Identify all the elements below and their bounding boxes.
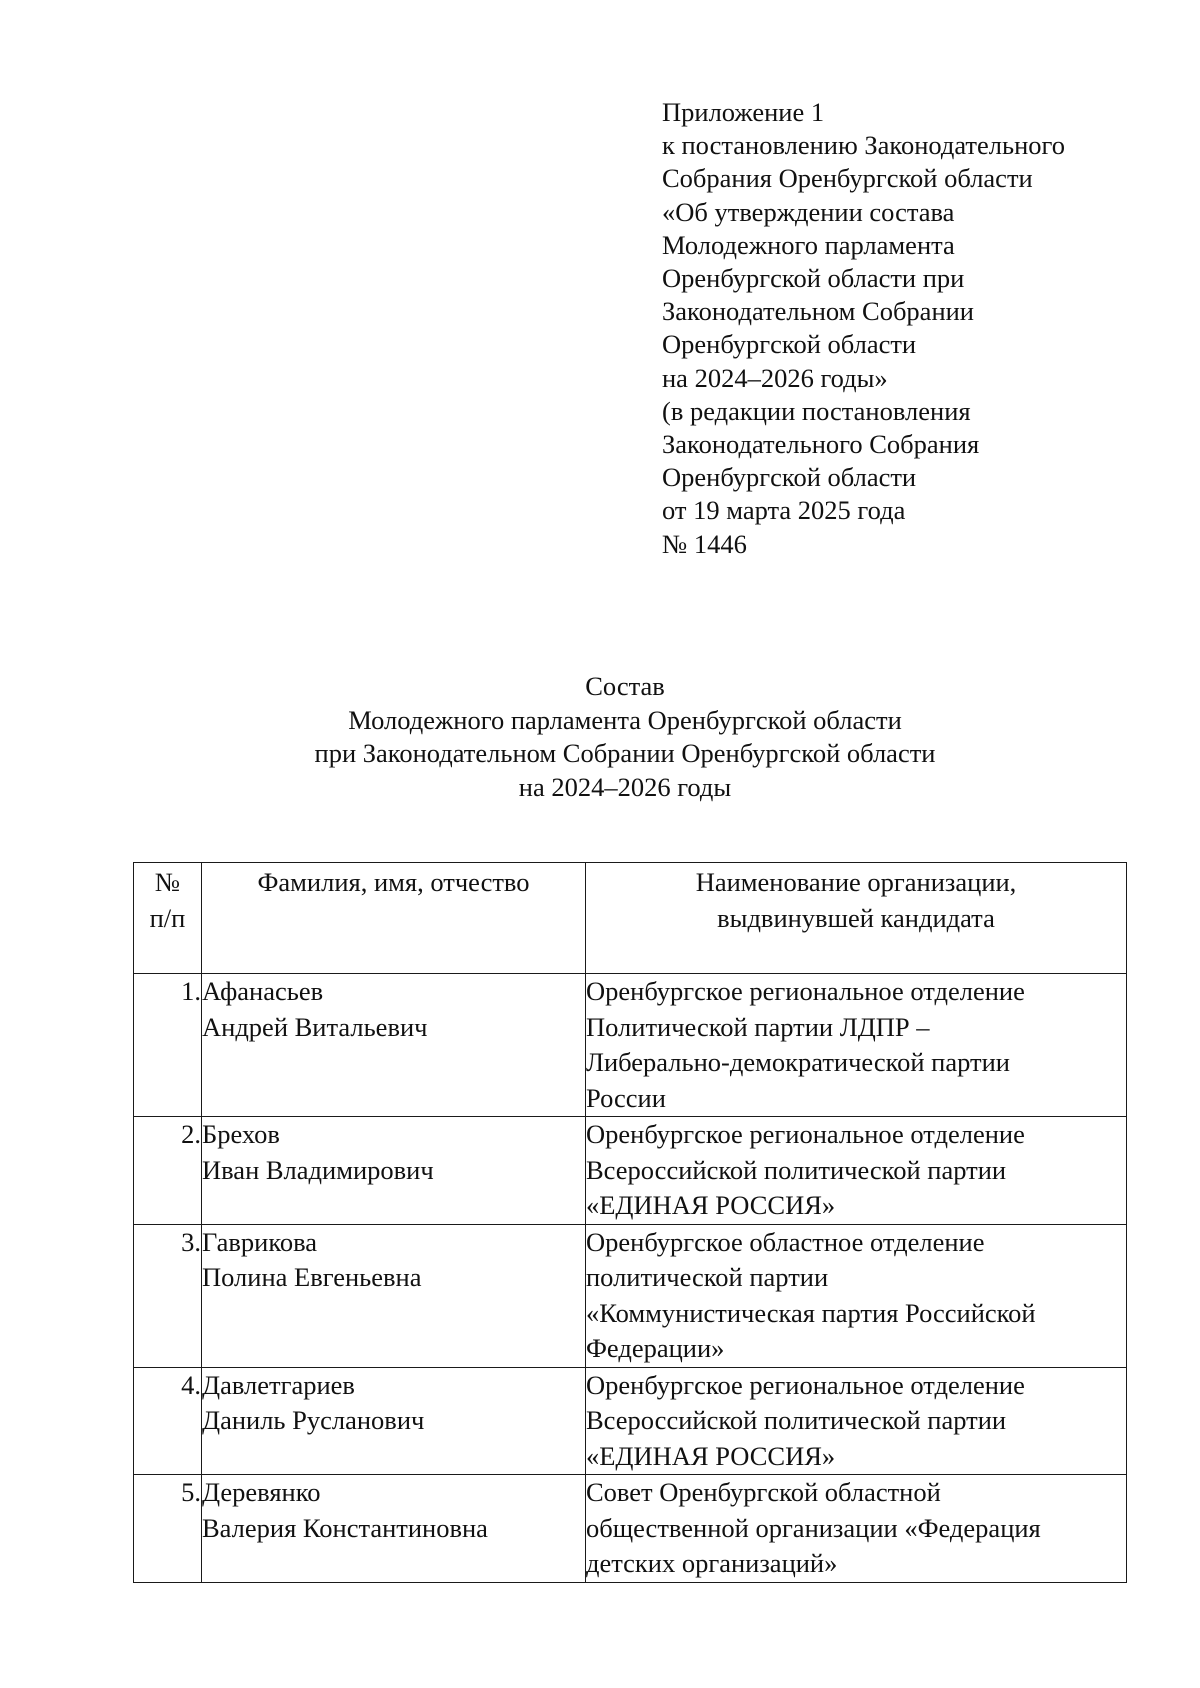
header-number: № п/п: [134, 863, 202, 974]
title-line: при Законодательном Собрании Оренбургской области: [314, 738, 936, 768]
appendix-line: (в редакции постановления: [662, 395, 971, 426]
appendix-line: Законодательного Собрания: [662, 429, 980, 460]
appendix-line: № 1446: [662, 528, 747, 559]
appendix-line: от 19 марта 2025 года: [662, 495, 906, 526]
row-number: 2.: [134, 1117, 202, 1225]
member-name: Брехов Иван Владимирович: [202, 1117, 586, 1225]
table-row: [134, 1224, 1127, 1367]
table-row: [134, 1117, 1127, 1225]
nominating-organization: Оренбургское региональное отделение Всероссийской политической партии «ЕДИНАЯ РОССИЯ»: [586, 1367, 1127, 1475]
table-row: [134, 1475, 1127, 1583]
member-name: Деревянко Валерия Константиновна: [202, 1475, 586, 1583]
title-line: на 2024–2026 годы: [518, 771, 732, 802]
table-header-row: [134, 863, 1127, 974]
member-name: Афанасьев Андрей Витальевич: [202, 974, 586, 1117]
header-organization: Наименование организации, выдвинувшей кандидата: [586, 863, 1127, 974]
appendix-line: Собрания Оренбургской области: [662, 163, 1033, 194]
document-title: [130, 670, 1120, 804]
nominating-organization: Совет Оренбургской областной общественной организации «Федерация детских организаций»: [586, 1475, 1127, 1583]
nominating-organization: Оренбургское региональное отделение Политической партии ЛДПР – Либерально-демократической партии России: [586, 974, 1127, 1117]
member-name: Давлетгариев Даниль Русланович: [202, 1367, 586, 1475]
appendix-line: к постановлению Законодательного: [662, 130, 1065, 161]
members-table: [133, 862, 1127, 1583]
nominating-organization: Оренбургское региональное отделение Всероссийской политической партии «ЕДИНАЯ РОССИЯ»: [586, 1117, 1127, 1225]
appendix-line: на 2024–2026 годы»: [662, 362, 888, 393]
row-number: 1.: [134, 974, 202, 1117]
row-number: 5.: [134, 1475, 202, 1583]
appendix-header: [662, 96, 1122, 561]
appendix-line: Оренбургской области при: [662, 263, 965, 294]
member-name: Гаврикова Полина Евгеньевна: [202, 1224, 586, 1367]
header-full-name: Фамилия, имя, отчество: [202, 863, 586, 974]
row-number: 4.: [134, 1367, 202, 1475]
appendix-line: Законодательном Собрании: [662, 296, 974, 327]
nominating-organization: Оренбургское областное отделение политической партии «Коммунистическая партия Российской Федерации»: [586, 1224, 1127, 1367]
appendix-line: Приложение 1: [662, 97, 825, 127]
table-row: [134, 1367, 1127, 1475]
title-line: Молодежного парламента Оренбургской области: [348, 704, 902, 735]
table-row: [134, 974, 1127, 1117]
appendix-line: Оренбургской области: [662, 329, 917, 360]
appendix-line: «Об утверждении состава: [662, 196, 955, 227]
appendix-line: Оренбургской области: [662, 462, 917, 493]
title-line: Состав: [585, 671, 665, 701]
row-number: 3.: [134, 1224, 202, 1367]
appendix-line: Молодежного парламента: [662, 229, 955, 260]
